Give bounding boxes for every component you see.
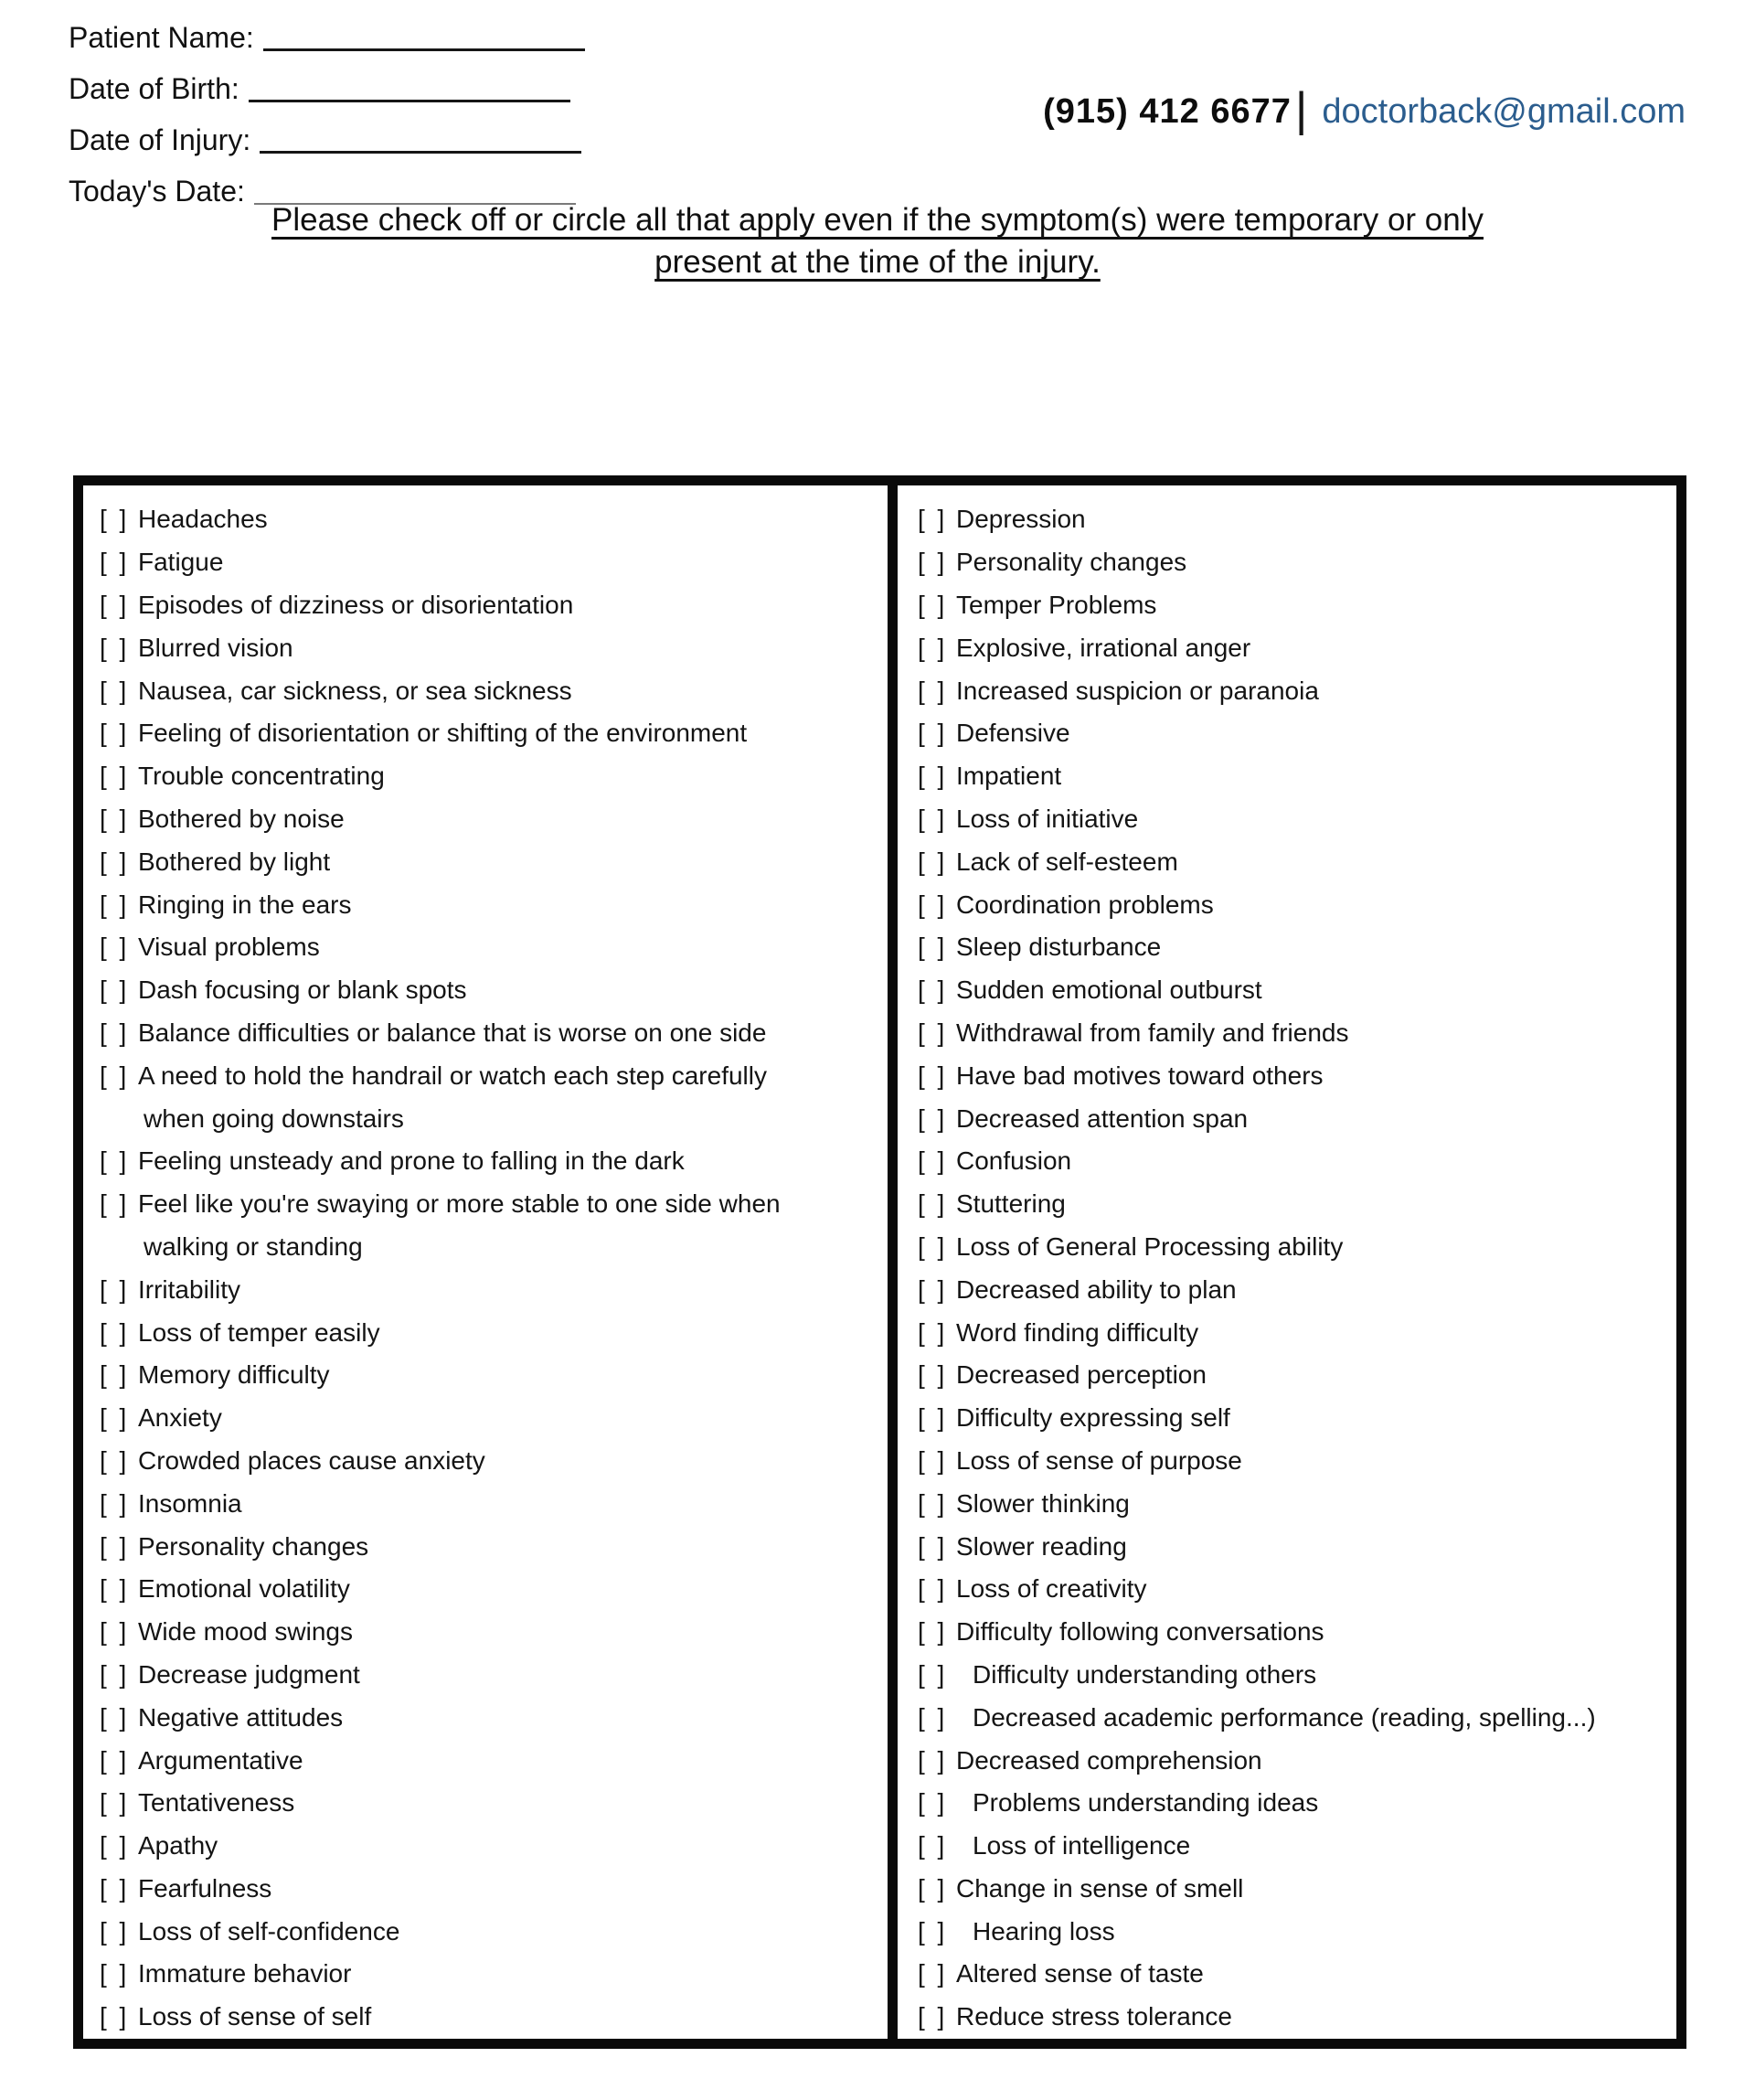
symptom-label: Feeling unsteady and prone to falling in the dark — [138, 1146, 685, 1176]
checklist-item — [918, 1568, 1676, 1611]
patient-name-label: Patient Name: — [69, 21, 254, 55]
symptom-label: Hearing loss — [973, 1916, 1115, 1945]
symptom-label: Bothered by noise — [138, 804, 345, 833]
checklist-item — [100, 584, 888, 627]
symptom-label: Memory difficulty — [138, 1360, 330, 1390]
checkbox[interactable]: [ ] — [918, 1659, 948, 1689]
symptom-label: Slower thinking — [956, 1488, 1130, 1518]
date-of-birth-line[interactable] — [249, 100, 570, 102]
symptom-label-continued: walking or standing — [144, 1231, 363, 1261]
checkbox[interactable]: [ ] — [100, 1959, 130, 1988]
phone-number: (915) 412 6677 — [1043, 91, 1292, 131]
symptom-label: Depression — [956, 505, 1086, 534]
symptom-label: Loss of creativity — [956, 1574, 1147, 1604]
checkbox[interactable]: [ ] — [918, 590, 948, 619]
checklist-item — [918, 755, 1676, 798]
checkbox[interactable]: [ ] — [918, 890, 948, 919]
checkbox[interactable]: [ ] — [918, 1018, 948, 1047]
right-column — [898, 485, 1676, 2039]
symptom-label: Loss of self-confidence — [138, 1916, 400, 1945]
symptom-label: Coordination problems — [956, 890, 1214, 919]
checkbox[interactable]: [ ] — [918, 933, 948, 962]
checklist-item — [918, 1097, 1676, 1140]
symptom-label: Loss of intelligence — [973, 1831, 1191, 1860]
checkbox[interactable]: [ ] — [918, 762, 948, 791]
symptom-label: Irritability — [138, 1274, 241, 1304]
checklist-item — [100, 840, 888, 883]
checkbox[interactable]: [ ] — [100, 1659, 130, 1689]
symptom-label: Change in sense of smell — [956, 1873, 1244, 1903]
checklist-item — [918, 1054, 1676, 1097]
checklist-item — [918, 840, 1676, 883]
checkbox[interactable]: [ ] — [918, 1831, 948, 1860]
instructions-line-1: Please check off or circle all that apply even if the symptom(s) were temporary or only — [271, 202, 1484, 238]
checklist-item — [100, 1568, 888, 1611]
checkbox[interactable]: [ ] — [100, 1061, 130, 1090]
checkbox[interactable]: [ ] — [918, 1146, 948, 1176]
checkbox[interactable]: [ ] — [100, 933, 130, 962]
symptom-label: Nausea, car sickness, or sea sickness — [138, 676, 572, 705]
checkbox[interactable]: [ ] — [100, 2002, 130, 2031]
checklist-item — [918, 798, 1676, 841]
symptom-label: Altered sense of taste — [956, 1959, 1204, 1988]
checklist-item — [100, 1825, 888, 1868]
checkbox[interactable]: [ ] — [918, 1360, 948, 1390]
symptom-label: Loss of temper easily — [138, 1317, 380, 1347]
checkbox[interactable]: [ ] — [100, 1916, 130, 1945]
symptom-label-continued: when going downstairs — [144, 1103, 404, 1133]
checklist-item — [918, 1226, 1676, 1269]
checkbox[interactable]: [ ] — [100, 1617, 130, 1647]
checkbox[interactable]: [ ] — [100, 1788, 130, 1818]
checkbox[interactable]: [ ] — [918, 719, 948, 748]
checkbox[interactable]: [ ] — [100, 975, 130, 1005]
symptom-label: Feeling of disorientation or shifting of the environment — [138, 719, 748, 748]
checkbox[interactable]: [ ] — [918, 1403, 948, 1433]
date-of-birth-label: Date of Birth: — [69, 72, 239, 106]
checkbox[interactable]: [ ] — [918, 1702, 948, 1732]
symptom-label: Stuttering — [956, 1189, 1066, 1219]
checkbox[interactable]: [ ] — [918, 2002, 948, 2031]
checklist-item — [100, 1611, 888, 1654]
symptom-label: Difficulty following conversations — [956, 1617, 1324, 1647]
checklist-item — [918, 1910, 1676, 1953]
checklist-item — [918, 1739, 1676, 1782]
symptom-label: Decreased attention span — [956, 1103, 1249, 1133]
checklist-item — [918, 1996, 1676, 2039]
checkbox[interactable]: [ ] — [100, 1531, 130, 1561]
checklist-item — [918, 1397, 1676, 1440]
checkbox[interactable]: [ ] — [100, 762, 130, 791]
separator-bar: | — [1294, 83, 1308, 136]
symptom-label: Decreased ability to plan — [956, 1274, 1237, 1304]
symptom-label: Reduce stress tolerance — [956, 2002, 1232, 2031]
symptom-label: Dash focusing or blank spots — [138, 975, 467, 1005]
patient-info-fields — [69, 4, 585, 208]
checkbox[interactable]: [ ] — [918, 804, 948, 833]
checklist-item — [100, 1054, 888, 1097]
checkbox[interactable]: [ ] — [100, 633, 130, 662]
checkbox[interactable]: [ ] — [100, 505, 130, 534]
checkbox[interactable]: [ ] — [918, 1488, 948, 1518]
checkbox[interactable]: [ ] — [918, 505, 948, 534]
checklist-item — [100, 541, 888, 584]
checklist-item — [100, 1354, 888, 1397]
symptom-label: Fatigue — [138, 548, 224, 577]
symptom-label: Slower reading — [956, 1531, 1127, 1561]
checklist-item — [100, 1440, 888, 1483]
checklist-item — [918, 1525, 1676, 1568]
checklist-item — [918, 626, 1676, 669]
checkbox[interactable]: [ ] — [918, 1274, 948, 1304]
symptom-label: Immature behavior — [138, 1959, 352, 1988]
checkbox[interactable]: [ ] — [100, 1189, 130, 1219]
checklist-item-continuation — [100, 1097, 888, 1140]
symptom-label: Trouble concentrating — [138, 762, 385, 791]
checklist-item — [100, 1654, 888, 1697]
symptom-label: Increased suspicion or paranoia — [956, 676, 1319, 705]
checkbox[interactable]: [ ] — [918, 847, 948, 876]
checklist-item — [918, 1354, 1676, 1397]
symptom-label: Word finding difficulty — [956, 1317, 1199, 1347]
checklist-item — [918, 1868, 1676, 1911]
symptom-label: Sudden emotional outburst — [956, 975, 1262, 1005]
checkbox[interactable]: [ ] — [100, 890, 130, 919]
symptom-label: Loss of General Processing ability — [956, 1231, 1344, 1261]
checklist-item — [100, 798, 888, 841]
checklist-item — [918, 498, 1676, 541]
symptom-label: Defensive — [956, 719, 1070, 748]
checklist-item — [100, 1910, 888, 1953]
checklist-item — [100, 1268, 888, 1311]
checkbox[interactable]: [ ] — [918, 1531, 948, 1561]
symptom-label: Problems understanding ideas — [973, 1788, 1319, 1818]
checkbox[interactable]: [ ] — [100, 1445, 130, 1475]
checkbox[interactable]: [ ] — [918, 633, 948, 662]
checklist-item — [918, 1012, 1676, 1055]
symptom-label: Loss of initiative — [956, 804, 1139, 833]
symptom-label: Bothered by light — [138, 847, 331, 876]
checkbox[interactable]: [ ] — [918, 1317, 948, 1347]
checklist-item — [100, 1311, 888, 1354]
checkbox[interactable]: [ ] — [918, 1103, 948, 1133]
checklist-item — [918, 541, 1676, 584]
symptom-label: Balance difficulties or balance that is worse on one side — [138, 1018, 767, 1047]
symptom-label: Wide mood swings — [138, 1617, 353, 1647]
symptom-label: Apathy — [138, 1831, 218, 1860]
symptom-label: Confusion — [956, 1146, 1072, 1176]
symptom-label: Feel like you're swaying or more stable to one side when — [138, 1189, 781, 1219]
symptom-label: Argumentative — [138, 1745, 303, 1775]
checklist-item — [100, 1996, 888, 2039]
checklist-item — [918, 926, 1676, 969]
checklist-item — [100, 926, 888, 969]
symptom-label: Impatient — [956, 762, 1062, 791]
symptom-label: Personality changes — [956, 548, 1187, 577]
checkbox[interactable]: [ ] — [918, 1231, 948, 1261]
symptom-label: Decreased comprehension — [956, 1745, 1262, 1775]
checkbox[interactable]: [ ] — [100, 590, 130, 619]
symptom-label: Loss of sense of self — [138, 2002, 372, 2031]
checkbox[interactable]: [ ] — [100, 847, 130, 876]
date-of-injury-row — [69, 106, 585, 157]
checkbox[interactable]: [ ] — [100, 1574, 130, 1604]
checkbox[interactable]: [ ] — [100, 804, 130, 833]
symptom-label: Decreased perception — [956, 1360, 1207, 1390]
checklist-item — [918, 1311, 1676, 1354]
checklist-item — [918, 969, 1676, 1012]
symptom-label: Visual problems — [138, 933, 320, 962]
symptom-label: Tentativeness — [138, 1788, 295, 1818]
symptom-label: Insomnia — [138, 1488, 242, 1518]
symptom-label: A need to hold the handrail or watch each step carefully — [138, 1061, 767, 1090]
instructions-heading — [0, 199, 1755, 283]
checklist-item — [918, 1696, 1676, 1739]
checkbox[interactable]: [ ] — [100, 548, 130, 577]
checklist-item — [918, 883, 1676, 926]
checkbox[interactable]: [ ] — [918, 1061, 948, 1090]
checklist-item — [100, 712, 888, 755]
checklist-item — [918, 584, 1676, 627]
instructions-line-2: present at the time of the injury. — [654, 244, 1101, 280]
checkbox[interactable]: [ ] — [100, 1018, 130, 1047]
checklist-item — [100, 1868, 888, 1911]
checkbox[interactable]: [ ] — [918, 1873, 948, 1903]
symptom-label: Fearfulness — [138, 1873, 272, 1903]
checkbox[interactable]: [ ] — [918, 1189, 948, 1219]
checklist-item — [918, 1140, 1676, 1183]
checklist-item — [918, 669, 1676, 712]
checklist-item — [100, 1739, 888, 1782]
symptom-label: Explosive, irrational anger — [956, 633, 1251, 662]
checkbox[interactable]: [ ] — [918, 676, 948, 705]
checklist-item — [918, 1953, 1676, 1996]
symptom-label: Headaches — [138, 505, 268, 534]
symptom-label: Loss of sense of purpose — [956, 1445, 1242, 1475]
checklist-item — [100, 1183, 888, 1226]
column-divider — [888, 485, 898, 2039]
todays-date-label: Today's Date: — [69, 175, 245, 208]
checkbox[interactable]: [ ] — [100, 1403, 130, 1433]
date-of-injury-label: Date of Injury: — [69, 123, 251, 157]
symptom-label: Withdrawal from family and friends — [956, 1018, 1349, 1047]
checkbox[interactable]: [ ] — [100, 1317, 130, 1347]
symptom-label: Emotional volatility — [138, 1574, 350, 1604]
checklist-item — [100, 1397, 888, 1440]
checklist-item — [100, 669, 888, 712]
symptom-label: Negative attitudes — [138, 1702, 344, 1732]
symptom-label: Sleep disturbance — [956, 933, 1162, 962]
checkbox[interactable]: [ ] — [918, 1445, 948, 1475]
symptom-label: Have bad motives toward others — [956, 1061, 1324, 1090]
checklist-item — [918, 1825, 1676, 1868]
checkbox[interactable]: [ ] — [918, 1788, 948, 1818]
checkbox[interactable]: [ ] — [918, 1574, 948, 1604]
checkbox[interactable]: [ ] — [100, 1873, 130, 1903]
checkbox[interactable]: [ ] — [918, 548, 948, 577]
checklist-item — [100, 1953, 888, 1996]
checkbox[interactable]: [ ] — [918, 975, 948, 1005]
checklist-item — [100, 883, 888, 926]
checkbox[interactable]: [ ] — [100, 1831, 130, 1860]
symptom-label: Difficulty expressing self — [956, 1403, 1230, 1433]
checkbox[interactable]: [ ] — [918, 1617, 948, 1647]
date-of-birth-row — [69, 55, 585, 106]
symptom-label: Personality changes — [138, 1531, 369, 1561]
symptom-label: Anxiety — [138, 1403, 222, 1433]
checkbox[interactable]: [ ] — [100, 1360, 130, 1390]
checkbox[interactable]: [ ] — [100, 1146, 130, 1176]
symptom-label: Decreased academic performance (reading, spelling...) — [973, 1702, 1596, 1732]
checklist-item — [100, 1482, 888, 1525]
checklist-item — [918, 712, 1676, 755]
checklist-item — [100, 1782, 888, 1825]
checklist-item — [100, 1012, 888, 1055]
checkbox[interactable]: [ ] — [100, 676, 130, 705]
symptom-label: Ringing in the ears — [138, 890, 352, 919]
symptom-label: Lack of self-esteem — [956, 847, 1178, 876]
checkbox[interactable]: [ ] — [100, 1488, 130, 1518]
checklist-item — [918, 1268, 1676, 1311]
checklist-item — [100, 755, 888, 798]
symptom-label: Crowded places cause anxiety — [138, 1445, 485, 1475]
date-of-injury-line[interactable] — [260, 151, 581, 154]
contact-info — [1043, 84, 1686, 139]
symptom-label: Blurred vision — [138, 633, 293, 662]
checklist-item — [100, 626, 888, 669]
checkbox[interactable]: [ ] — [100, 1274, 130, 1304]
checkbox[interactable]: [ ] — [918, 1959, 948, 1988]
checklist-item — [100, 1696, 888, 1739]
checklist-item — [918, 1183, 1676, 1226]
symptom-label: Decrease judgment — [138, 1659, 360, 1689]
patient-name-row — [69, 4, 585, 55]
checklist-item-continuation — [100, 1226, 888, 1269]
symptom-label: Episodes of dizziness or disorientation — [138, 590, 574, 619]
checklist-item — [100, 1525, 888, 1568]
patient-name-line[interactable] — [263, 48, 585, 51]
symptom-checklist-box — [73, 475, 1686, 2049]
checklist-item — [100, 969, 888, 1012]
checkbox[interactable]: [ ] — [100, 719, 130, 748]
checkbox[interactable]: [ ] — [918, 1916, 948, 1945]
symptom-label: Temper Problems — [956, 590, 1157, 619]
checklist-item — [918, 1654, 1676, 1697]
checklist-item — [918, 1611, 1676, 1654]
checkbox[interactable]: [ ] — [100, 1745, 130, 1775]
checkbox[interactable]: [ ] — [100, 1702, 130, 1732]
checklist-item — [100, 1140, 888, 1183]
checklist-item — [918, 1440, 1676, 1483]
symptom-label: Difficulty understanding others — [973, 1659, 1317, 1689]
checklist-item — [918, 1482, 1676, 1525]
checkbox[interactable]: [ ] — [918, 1745, 948, 1775]
checklist-item — [100, 498, 888, 541]
email-address[interactable]: doctorback@gmail.com — [1322, 91, 1686, 131]
left-column — [83, 485, 888, 2039]
checklist-item — [918, 1782, 1676, 1825]
